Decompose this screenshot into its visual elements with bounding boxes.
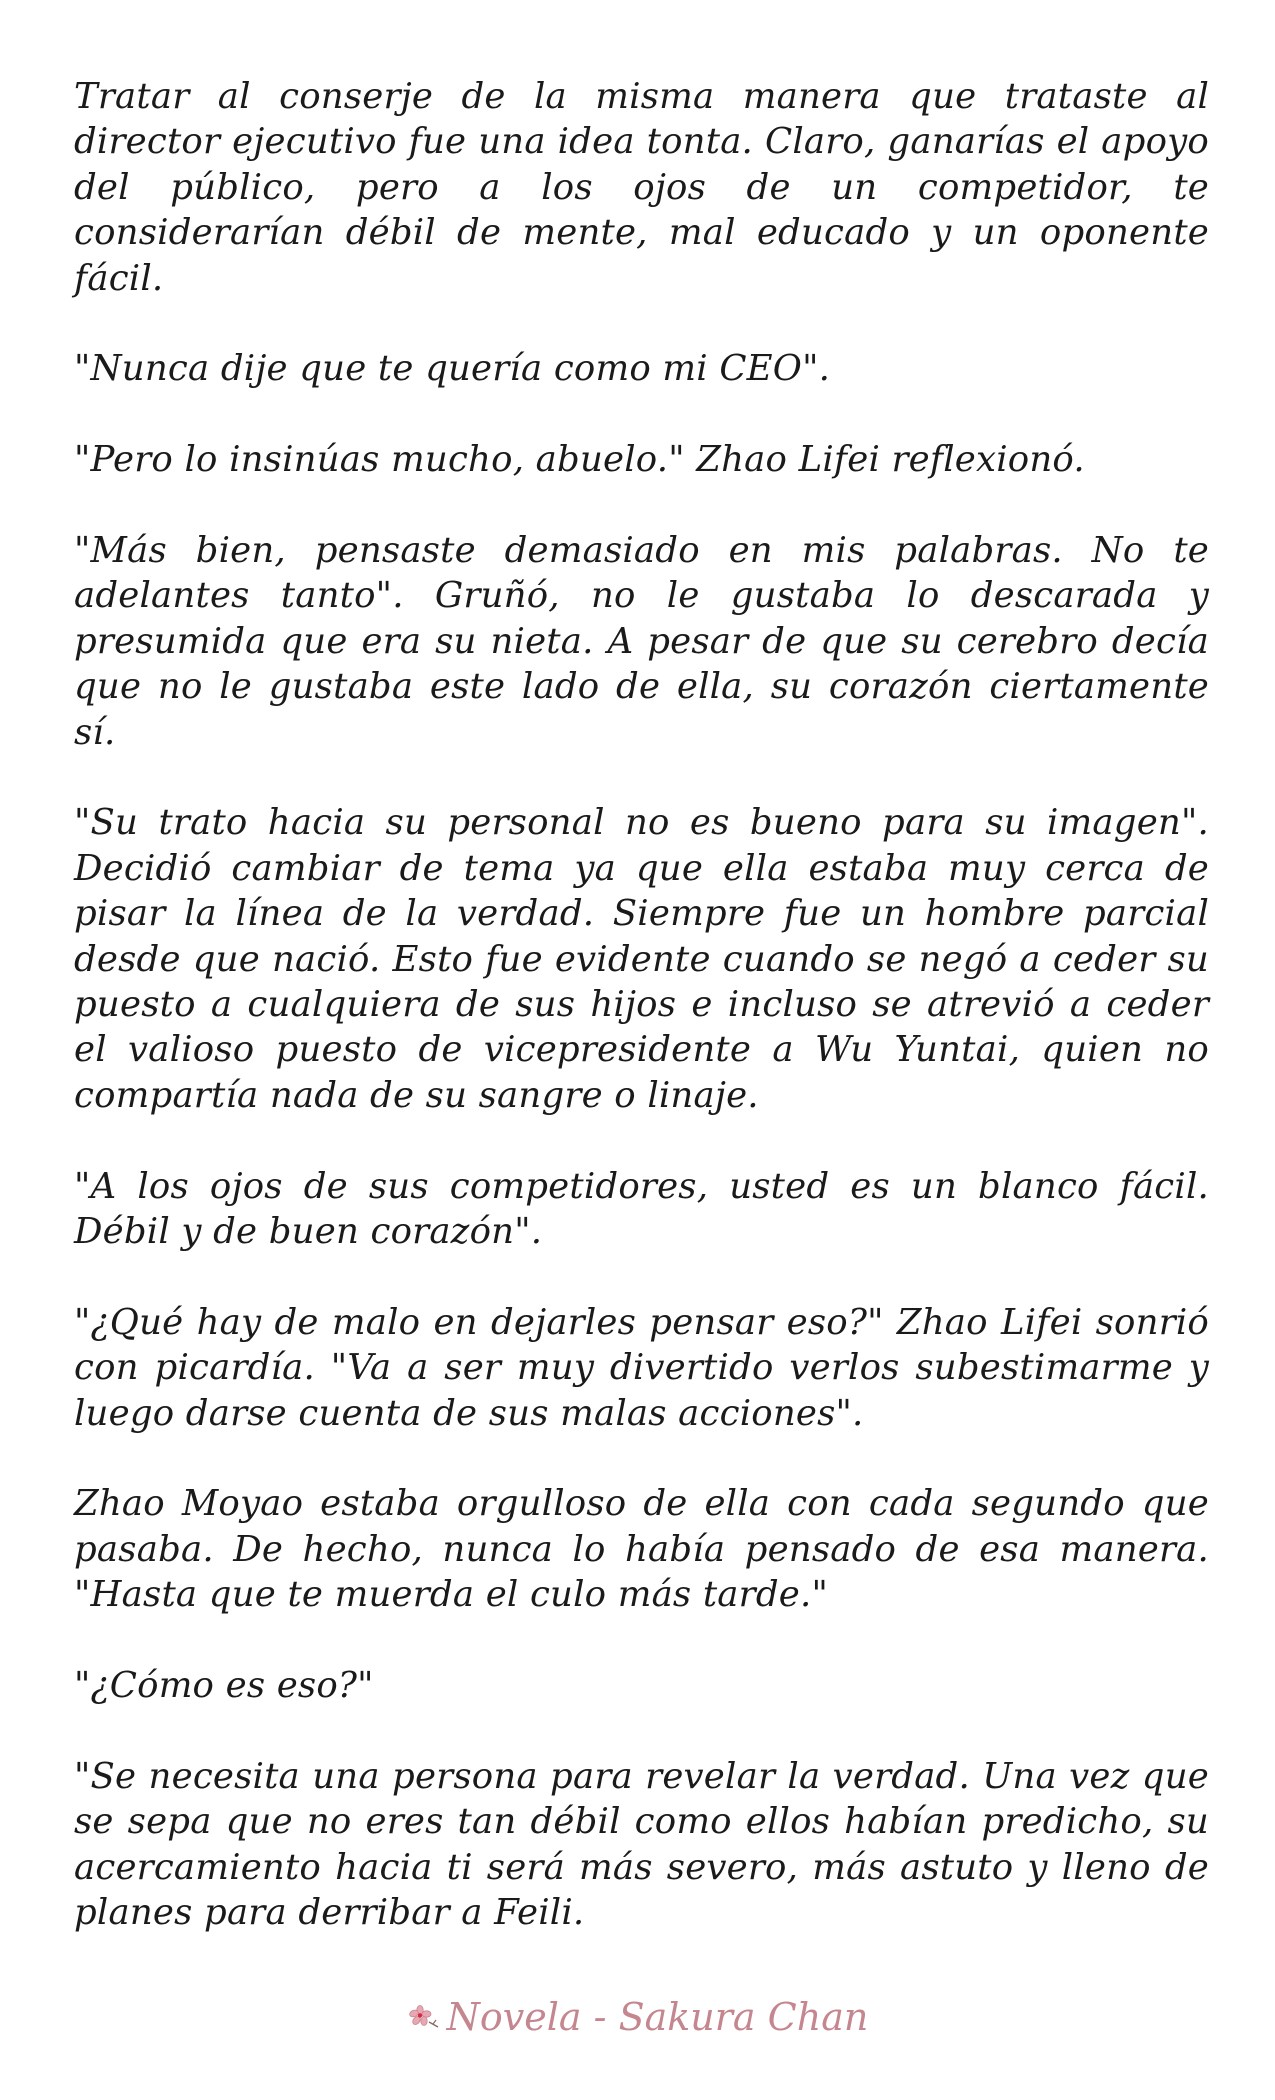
watermark-text: Novela - Sakura Chan — [446, 1995, 869, 2039]
watermark-footer — [0, 1992, 1275, 2046]
paragraph: "Nunca dije que te quería como mi CEO". — [74, 348, 831, 390]
paragraph: "¿Qué hay de malo en dejarles pensar eso?" Zhao Lifei sonrió con picardía. "Va a ser muy divertido verlos subestimarme y luego darse cuenta de sus malas acciones". — [74, 1301, 1209, 1434]
document-body — [74, 74, 1209, 1981]
paragraph: Tratar al conserje de la misma manera que trataste al director ejecutivo fue una idea tonta. Claro, ganarías el apoyo del público, pero a los ojos de un competidor, te considerarían débil de mente, mal educado y un oponente fácil. — [74, 76, 1209, 299]
sakura-flower-icon — [407, 1992, 441, 2042]
paragraph: "Más bien, pensaste demasiado en mis palabras. No te adelantes tanto". Gruñó, no le gustaba lo descarada y presumida que era su nieta. A pesar de que su cerebro decía que no le gustaba este lado de ella, su corazón ciertamente sí. — [74, 530, 1209, 753]
paragraph: "Pero lo insinúas mucho, abuelo." Zhao Lifei reflexionó. — [74, 439, 1085, 481]
paragraph: "A los ojos de sus competidores, usted es un blanco fácil. Débil y de buen corazón". — [74, 1165, 1209, 1253]
paragraph: "¿Cómo es eso?" — [74, 1665, 374, 1707]
paragraph: "Su trato hacia su personal no es bueno para su imagen". Decidió cambiar de tema ya que ella estaba muy cerca de pisar la línea de la verdad. Siempre fue un hombre parcial desde que nació. Esto fue evidente cuando se negó a ceder su puesto a cualquiera de sus hijos e incluso se atrevió a ceder el valioso puesto de vicepresidente a Wu Yuntai, quien no compartía nada de su sangre o linaje. — [74, 802, 1209, 1116]
paragraph: "Se necesita una persona para revelar la verdad. Una vez que se sepa que no eres tan débil como ellos habían predicho, su acercamiento hacia ti será más severo, más astuto y lleno de planes para derribar a Feili. — [74, 1755, 1209, 1934]
paragraph: Zhao Moyao estaba orgulloso de ella con cada segundo que pasaba. De hecho, nunca lo había pensado de esa manera. "Hasta que te muerda el culo más tarde." — [74, 1483, 1209, 1616]
